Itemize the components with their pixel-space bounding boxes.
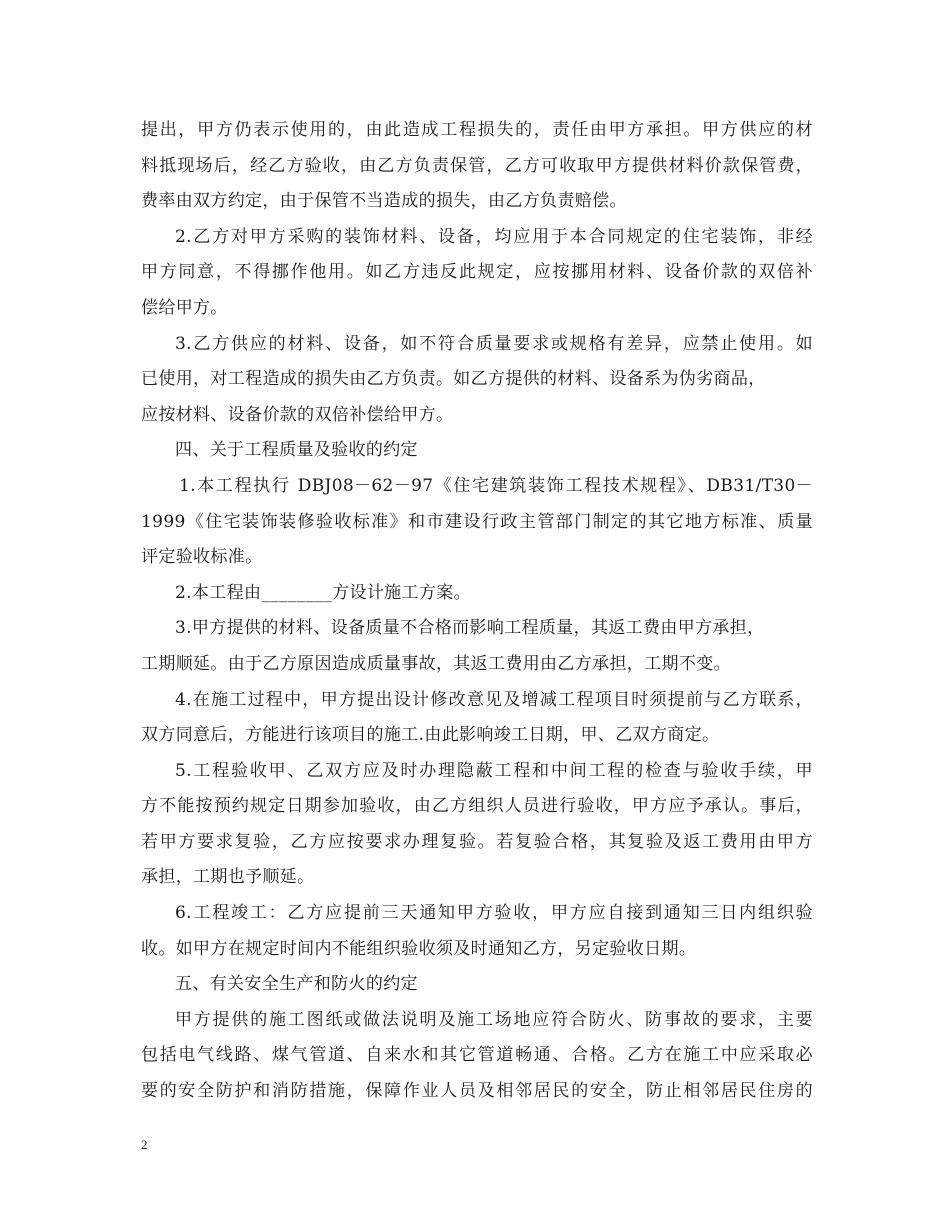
text-line: 已使用，对工程造成的损失由乙方负责。如乙方提供的材料、设备系为伪劣商品，: [141, 369, 766, 390]
text-line: 提出，甲方仍表示使用的，由此造成工程损失的，责任由甲方承担。甲方供应的材: [141, 120, 813, 140]
text-line: 甲方提供的施工图纸或做法说明及施工场地应符合防火、防事故的要求，主要: [175, 1009, 813, 1030]
text-line: 应按材料、设备价款的双倍补偿给甲方。: [141, 404, 454, 425]
text-line: 评定验收标准。: [141, 547, 263, 568]
section-heading: 四、关于工程质量及验收的约定: [175, 440, 418, 461]
text-line: 1999《住宅装饰装修验收标准》和市建设行政主管部门制定的其它地方标准、质量: [141, 511, 813, 532]
text-line: 双方同意后，方能进行该项目的施工.由此影响竣工日期，甲、乙双方商定。: [141, 725, 720, 746]
text-line: 2.本工程由________方设计施工方案。: [175, 582, 471, 603]
text-line: 工期顺延。由于乙方原因造成质量事故，其返工费用由乙方承担，工期不变。: [141, 653, 731, 674]
text-line: 2.乙方对甲方采购的装饰材料、设备，均应用于本合同规定的住宅装饰，非经: [175, 226, 813, 247]
text-line: 方不能按预约规定日期参加验收，由乙方组织人员进行验收，甲方应予承认。事后，: [141, 796, 813, 817]
text-line: 6.工程竣工：乙方应提前三天通知甲方验收，甲方应自接到通知三日内组织验: [175, 903, 813, 924]
body-text: [141, 113, 813, 1110]
text-line: 3.乙方供应的材料、设备，如不符合质量要求或规格有差异，应禁止使用。如: [175, 333, 813, 354]
text-line: 4.在施工过程中，甲方提出设计修改意见及增减工程项目时须提前与乙方联系，: [175, 689, 813, 710]
text-line: 要的安全防护和消防措施，保障作业人员及相邻居民的安全，防止相邻居民住房的: [141, 1081, 813, 1102]
text-line: 3.甲方提供的材料、设备质量不合格而影响工程质量，其返工费由甲方承担，: [175, 618, 765, 639]
text-line: 料抵现场后，经乙方验收，由乙方负责保管，乙方可收取甲方提供材料价款保管费，: [141, 155, 813, 176]
text-line: 承担，工期也予顺延。: [141, 867, 315, 888]
text-line: 1.本工程执行 DBJ08－62－97《住宅建筑装饰工程技术规程》、DB31/T30－: [179, 475, 813, 496]
text-line: 甲方同意，不得挪作他用。如乙方违反此规定，应按挪用材料、设备价款的双倍补: [141, 262, 813, 283]
text-line: 收。如甲方在规定时间内不能组织验收须及时通知乙方，另定验收日期。: [141, 938, 697, 959]
text-line: 费率由双方约定，由于保管不当造成的损失，由乙方负责赔偿。: [141, 191, 627, 212]
page-number: 2: [141, 1137, 148, 1152]
text-line: 若甲方要求复验，乙方应按要求办理复验。若复验合格，其复验及返工费用由甲方: [141, 831, 813, 852]
text-line: 5.工程验收甲、乙双方应及时办理隐蔽工程和中间工程的检查与验收手续，甲: [175, 760, 813, 781]
text-line: 偿给甲方。: [141, 297, 228, 318]
section-heading: 五、有关安全生产和防火的约定: [175, 974, 418, 995]
text-line: 包括电气线路、煤气管道、自来水和其它管道畅通、合格。乙方在施工中应采取必: [141, 1045, 813, 1066]
